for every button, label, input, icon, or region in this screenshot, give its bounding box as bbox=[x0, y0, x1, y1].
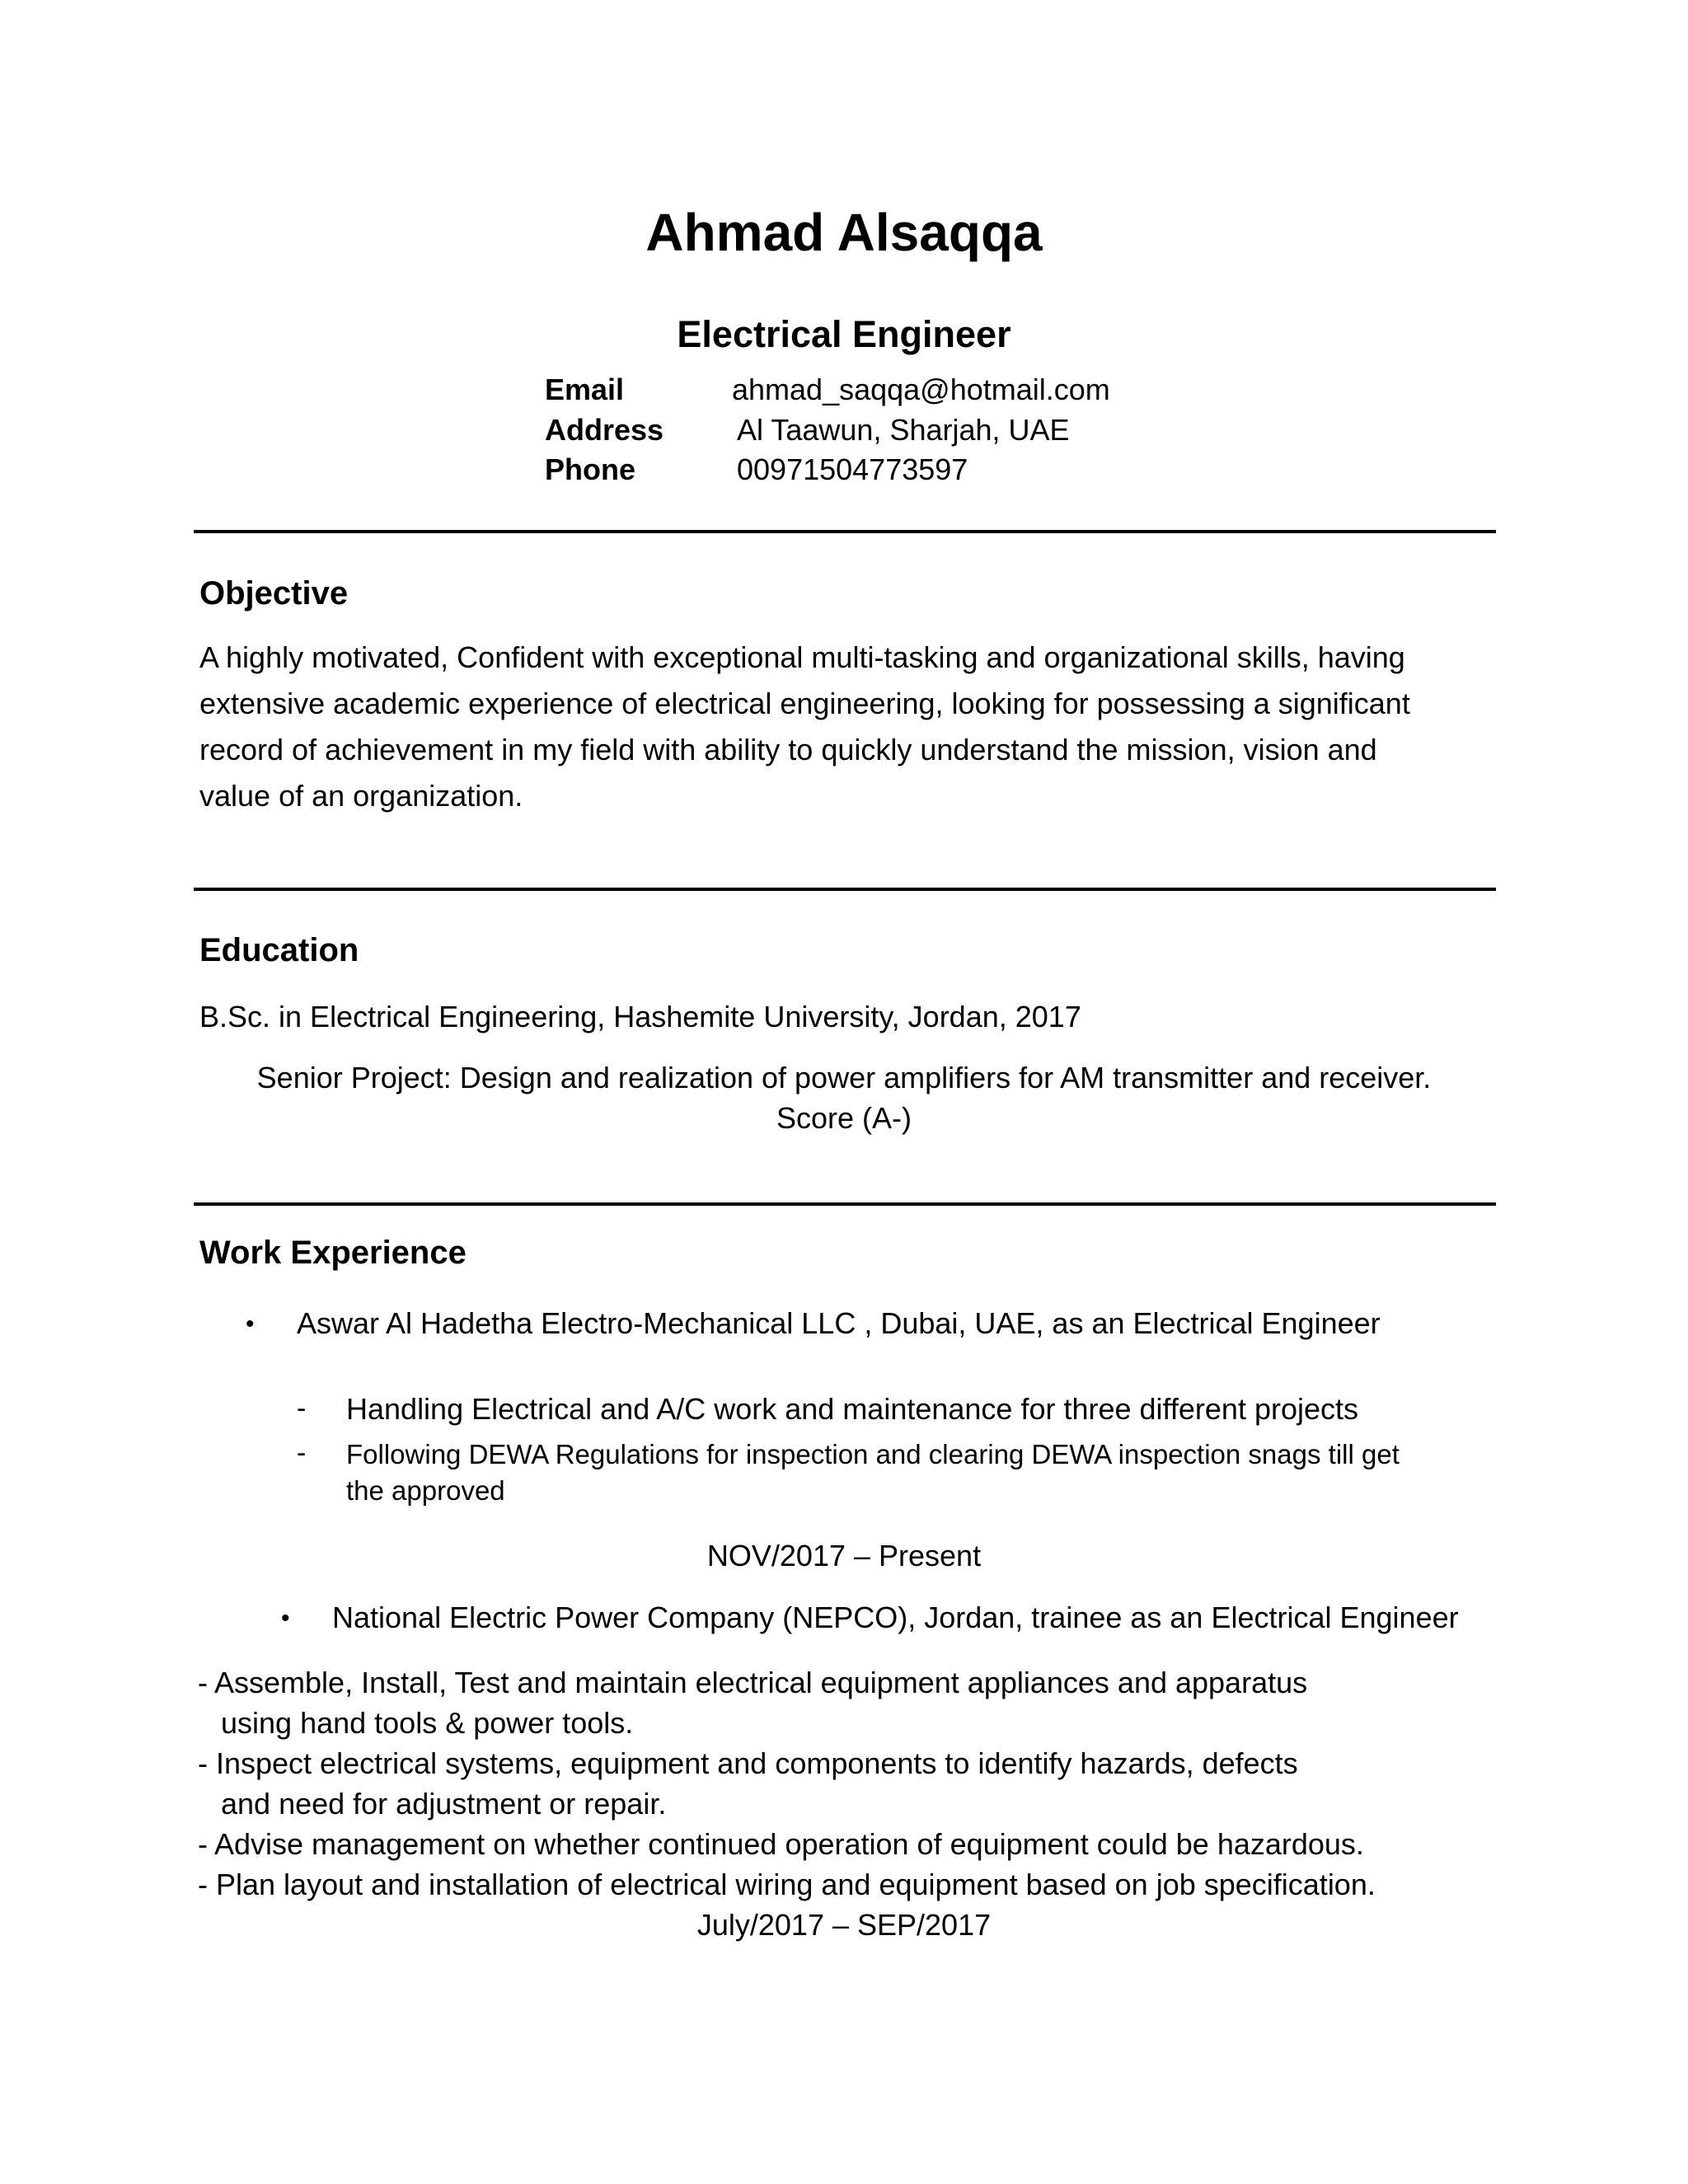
job-title: Electrical Engineer bbox=[677, 313, 1011, 355]
job-period: NOV/2017 – Present bbox=[706, 1539, 982, 1572]
task-line: - Advise management on whether continued operation of equipment could be hazardous. bbox=[198, 1827, 1364, 1861]
objective-text bbox=[199, 635, 1485, 819]
bullet-icon: • bbox=[246, 1310, 255, 1338]
email-label: Email bbox=[545, 373, 625, 406]
task-line: - Assemble, Install, Test and maintain electrical equipment appliances and apparatus bbox=[198, 1666, 1308, 1699]
job-title-line: Aswar Al Hadetha Electro-Mechanical LLC , Dubai, UAE, as an Electrical Engineer bbox=[297, 1306, 1381, 1340]
objective-line: extensive academic experience of electrical engineering, looking for possessing a significant bbox=[199, 687, 1410, 720]
candidate-name: Ahmad Alsaqqa bbox=[645, 203, 1043, 262]
phone-label: Phone bbox=[545, 452, 636, 486]
objective-line: A highly motivated, Confident with exceptional multi-tasking and organizational skills, having bbox=[199, 640, 1405, 674]
work-experience-heading: Work Experience bbox=[199, 1235, 467, 1271]
section-divider bbox=[194, 888, 1496, 891]
task-dash: - bbox=[297, 1437, 307, 1469]
address-value: Al Taawun, Sharjah, UAE bbox=[737, 413, 1070, 447]
education-heading: Education bbox=[199, 932, 359, 968]
task-line: - Plan layout and installation of electrical wiring and equipment based on job specification. bbox=[198, 1868, 1376, 1901]
objective-line: value of an organization. bbox=[199, 779, 523, 813]
bullet-icon: • bbox=[281, 1605, 290, 1632]
task-line: and need for adjustment or repair. bbox=[221, 1787, 667, 1821]
task-line: - Inspect electrical systems, equipment and components to identify hazards, defects bbox=[198, 1746, 1298, 1780]
task-line: using hand tools & power tools. bbox=[221, 1706, 634, 1740]
task-dash: - bbox=[297, 1393, 307, 1424]
address-label: Address bbox=[545, 413, 664, 447]
job-period: July/2017 – SEP/2017 bbox=[696, 1908, 992, 1942]
phone-value: 00971504773597 bbox=[737, 452, 968, 486]
task-line: Handling Electrical and A/C work and maintenance for three different projects bbox=[346, 1392, 1359, 1426]
task-line: Following DEWA Regulations for inspection and clearing DEWA inspection snags till get bbox=[346, 1439, 1400, 1469]
email-value: ahmad_saqqa@hotmail.com bbox=[732, 373, 1110, 406]
senior-project-text: Senior Project: Design and realization of power amplifiers for AM transmitter and receiver. bbox=[256, 1061, 1432, 1094]
objective-line: record of achievement in my field with ability to quickly understand the mission, vision and bbox=[199, 733, 1377, 766]
section-divider bbox=[194, 530, 1496, 533]
degree-text: B.Sc. in Electrical Engineering, Hashemite University, Jordan, 2017 bbox=[199, 1000, 1081, 1033]
job-title-line: National Electric Power Company (NEPCO), Jordan, trainee as an Electrical Engineer bbox=[332, 1601, 1459, 1634]
section-divider bbox=[194, 1202, 1496, 1206]
score-text: Score (A-) bbox=[776, 1101, 912, 1135]
objective-heading: Objective bbox=[199, 575, 349, 612]
task-line: the approved bbox=[346, 1475, 505, 1506]
